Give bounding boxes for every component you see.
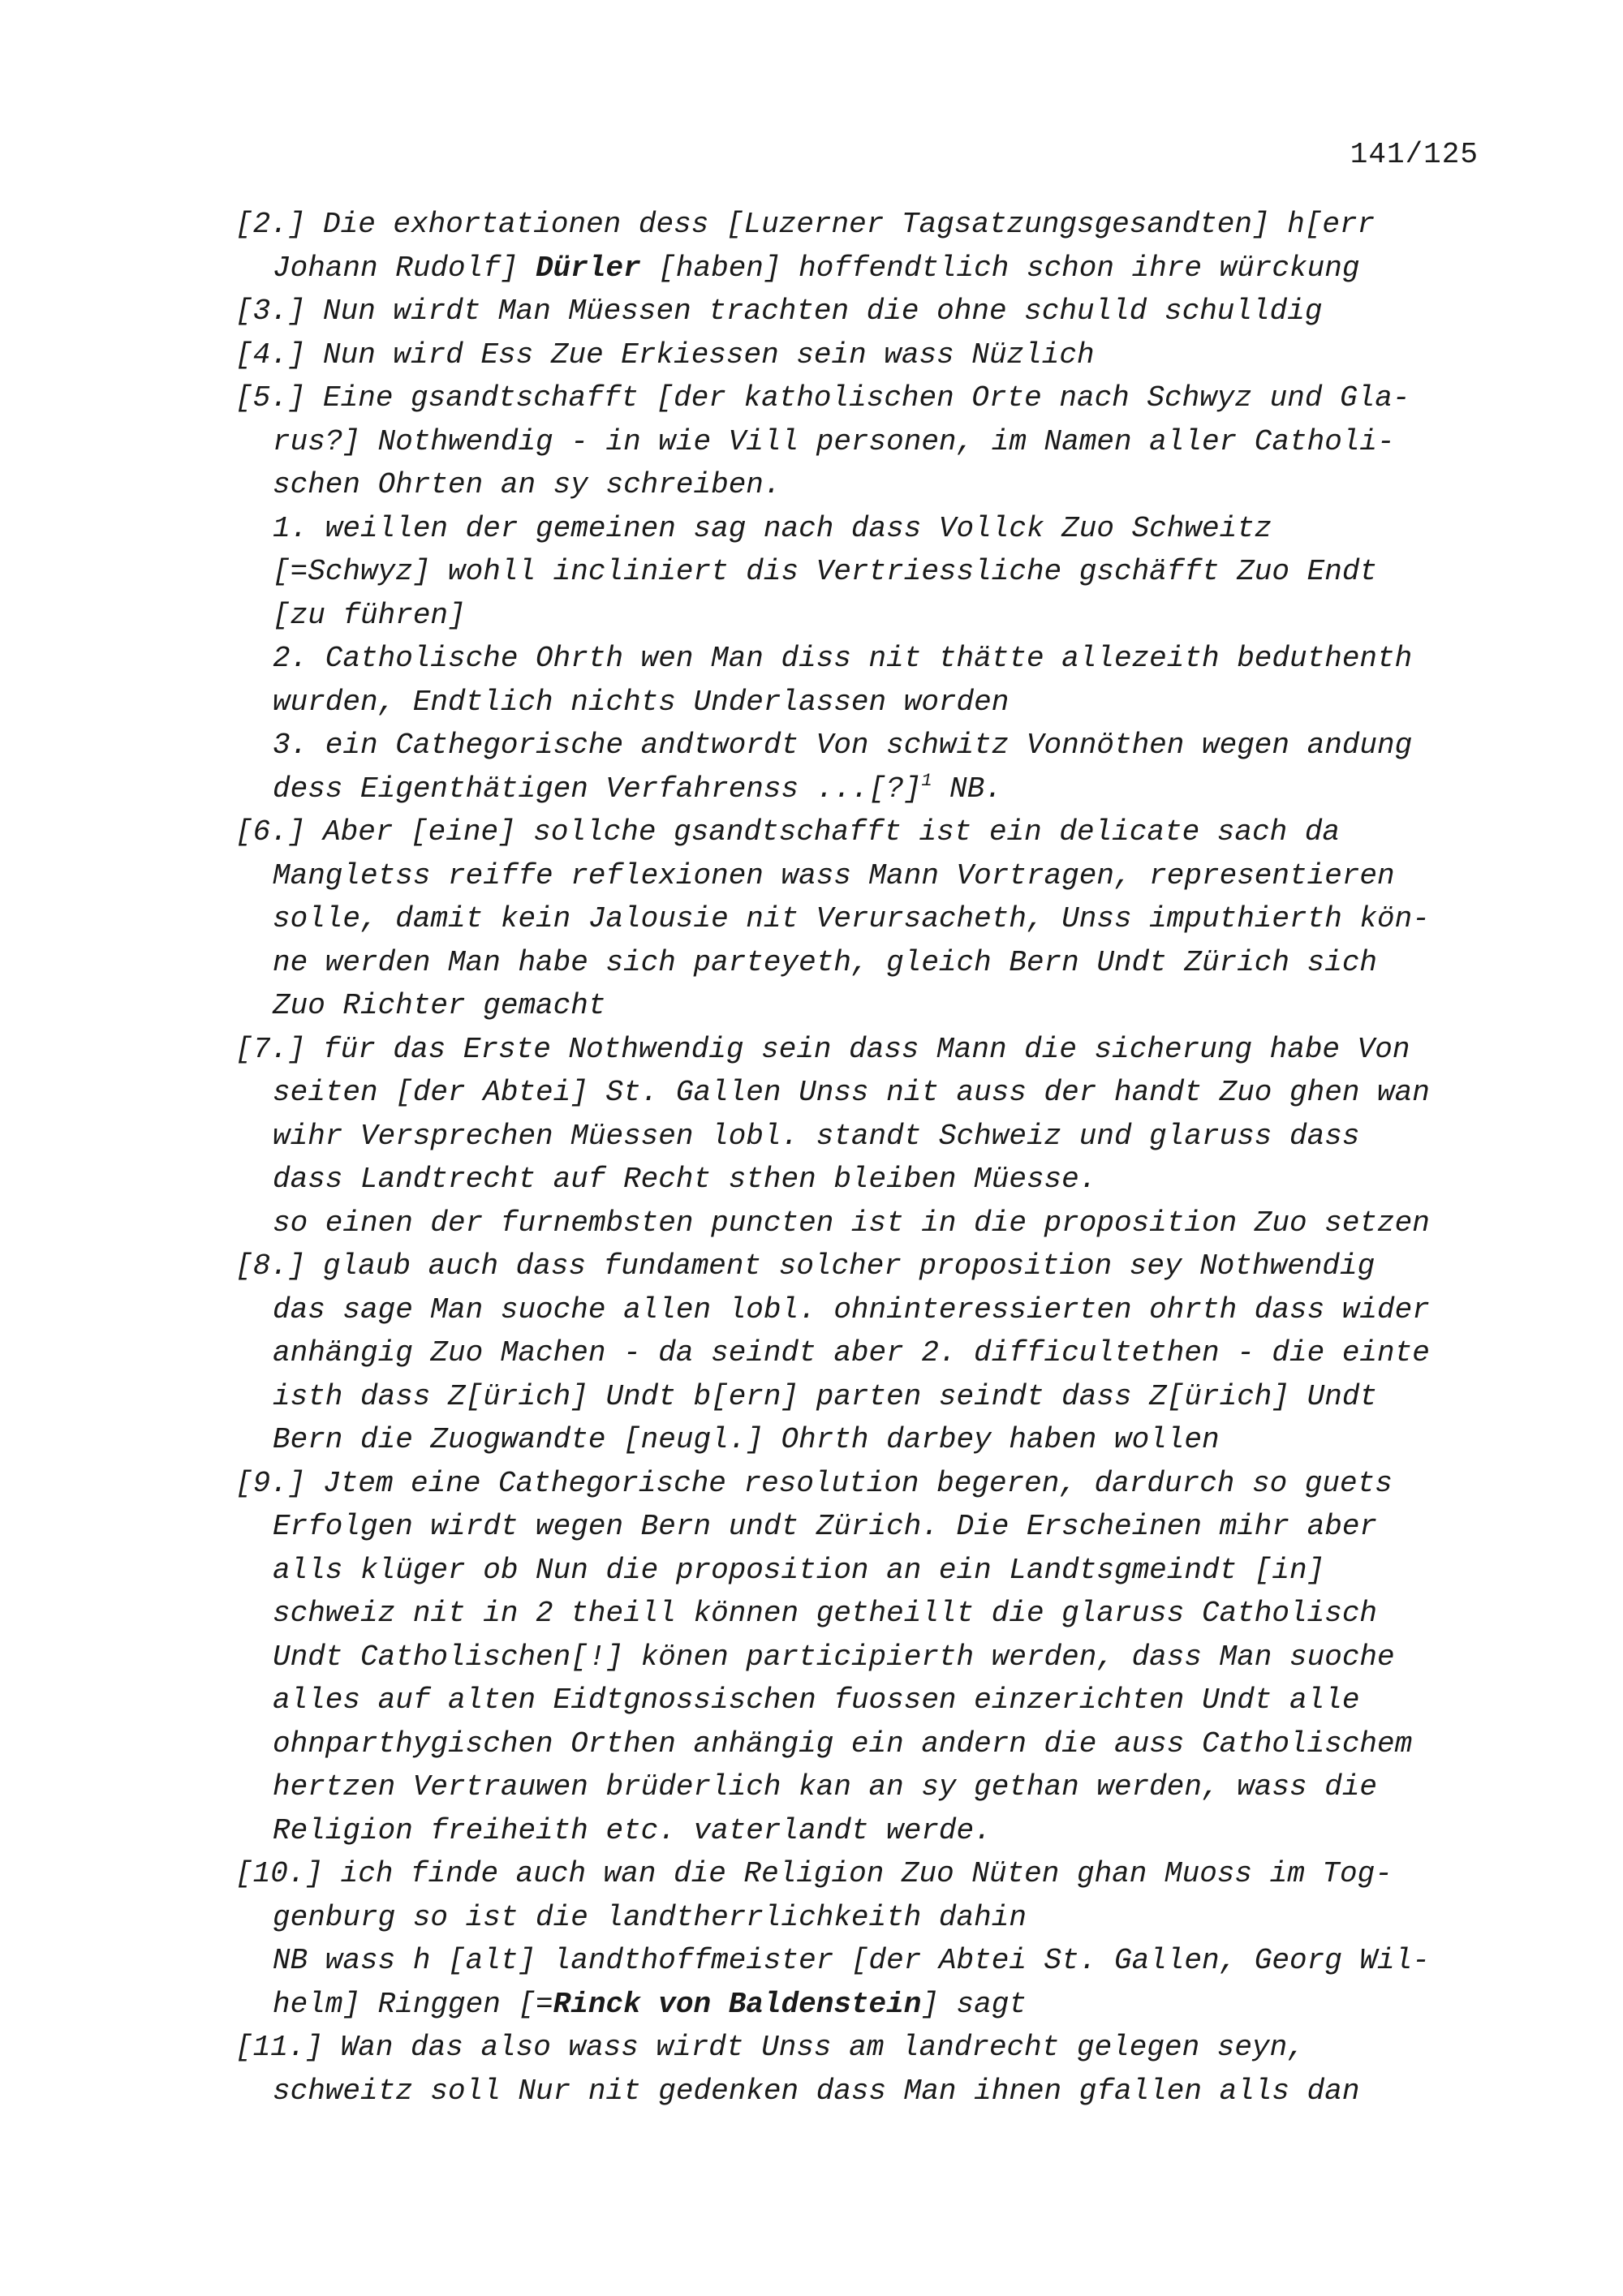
text-line: hertzen Vertrauwen brüderlich kan an sy gethan werden, wass die — [273, 1770, 1378, 1804]
text-line: alles auf alten Eidtgnossischen fuossen einzerichten Undt alle — [273, 1683, 1360, 1717]
text-line: [zu führen] — [273, 598, 466, 632]
text-line: [2.] Die exhortationen dess [Luzerner Tagsatzungsgesandten] h[err — [235, 208, 1375, 241]
text-line: schweitz soll Nur nit gedenken dass Man ihnen gfallen alls dan — [273, 2074, 1360, 2108]
text-line: helm] Ringgen [=Rinck von Baldenstein] sagt — [273, 1987, 1027, 2021]
text-line: wihr Versprechen Müessen lobl. standt Schweiz und glaruss dass — [273, 1119, 1360, 1153]
text-line: Zuo Richter gemacht — [273, 989, 606, 1022]
text-line: alls klüger ob Nun die proposition an ein Landtsgmeindt [in] — [273, 1553, 1325, 1587]
text-line: schen Ohrten an sy schreiben. — [273, 468, 781, 501]
document-body — [235, 203, 1485, 2113]
text-line: Religion freiheith etc. vaterlandt werde. — [273, 1813, 992, 1847]
text-line: [9.] Jtem eine Cathegorische resolution begeren, dardurch so guets — [235, 1466, 1393, 1500]
text-line: [=Schwyz] wohll incliniert dis Vertriessliche gschäfft Zuo Endt — [273, 555, 1378, 588]
text-line: Undt Catholischen[!] könen participierth werden, dass Man suoche — [273, 1640, 1395, 1674]
text-line: rus?] Nothwendig - in wie Vill personen, im Namen aller Catholi- — [273, 424, 1395, 458]
text-line: 3. ein Cathegorische andtwordt Von schwitz Vonnöthen wegen andung — [273, 729, 1413, 762]
text-line: das sage Man suoche allen lobl. ohninteressierten ohrth dass wider — [273, 1292, 1430, 1326]
text-line: [3.] Nun wirdt Man Müessen trachten die ohne schulld schulldig — [235, 295, 1323, 328]
text-line: NB wass h [alt] landthoffmeister [der Abtei St. Gallen, Georg Wil- — [273, 1944, 1430, 1977]
person-name-bold: Rinck von Baldenstein — [553, 1987, 922, 2021]
text-line: [6.] Aber [eine] sollche gsandtschafft ist ein delicate sach da — [235, 815, 1341, 849]
text-line: dass Landtrecht auf Recht sthen bleiben Müesse. — [273, 1163, 1097, 1196]
text-line: [5.] Eine gsandtschafft [der katholischen Orte nach Schwyz und Gla- — [235, 381, 1410, 415]
text-line: ne werden Man habe sich parteyeth, gleich Bern Undt Zürich sich — [273, 945, 1378, 979]
text-line: isth dass Z[ürich] Undt b[ern] parten seindt dass Z[ürich] Undt — [273, 1379, 1378, 1413]
text-line: 1. weillen der gemeinen sag nach dass Vollck Zuo Schweitz — [273, 511, 1272, 545]
text-line: wurden, Endtlich nichts Underlassen worden — [273, 685, 1010, 719]
person-name-bold: Dürler — [536, 251, 641, 285]
footnote-marker: 1 — [921, 770, 932, 791]
text-line: schweiz nit in 2 theill können getheillt die glaruss Catholisch — [273, 1597, 1378, 1630]
text-line: seiten [der Abtei] St. Gallen Unss nit auss der handt Zuo ghen wan — [273, 1076, 1430, 1109]
text-line: solle, damit kein Jalousie nit Verursacheth, Unss imputhierth kön- — [273, 902, 1430, 935]
text-line: Mangletss reiffe reflexionen wass Mann Vortragen, representieren — [273, 858, 1395, 892]
text-line: [10.] ich finde auch wan die Religion Zuo Nüten ghan Muoss im Tog- — [235, 1857, 1393, 1890]
text-line: anhängig Zuo Machen - da seindt aber 2. difficultethen - die einte — [273, 1336, 1430, 1369]
text-line: [8.] glaub auch dass fundament solcher proposition sey Nothwendig — [235, 1249, 1375, 1283]
text-line: Erfolgen wirdt wegen Bern undt Zürich. Die Erscheinen mihr aber — [273, 1510, 1378, 1543]
text-line: [7.] für das Erste Nothwendig sein dass Mann die sicherung habe Von — [235, 1032, 1410, 1066]
text-line: 2. Catholische Ohrth wen Man diss nit thätte allezeith beduthenth — [273, 642, 1413, 675]
page-number: 141/125 — [1350, 138, 1479, 171]
text-line: Johann Rudolf] Dürler [haben] hoffendtlich schon ihre würckung — [273, 251, 1360, 285]
text-line: genburg so ist die landtherrlichkeith dahin — [273, 1900, 1027, 1934]
text-line: Bern die Zuogwandte [neugl.] Ohrth darbey haben wollen — [273, 1423, 1220, 1456]
text-line: so einen der furnembsten puncten ist in die proposition Zuo setzen — [273, 1206, 1430, 1240]
text-line: [4.] Nun wird Ess Zue Erkiessen sein wass Nüzlich — [235, 338, 1095, 372]
text-line: ohnparthygischen Orthen anhängig ein andern die auss Catholischem — [273, 1726, 1413, 1761]
text-line: [11.] Wan das also wass wirdt Unss am landrecht gelegen seyn, — [235, 2031, 1305, 2064]
text-line: dess Eigenthätigen Verfahrenss ...[?]$^1$ NB. — [273, 770, 1002, 806]
